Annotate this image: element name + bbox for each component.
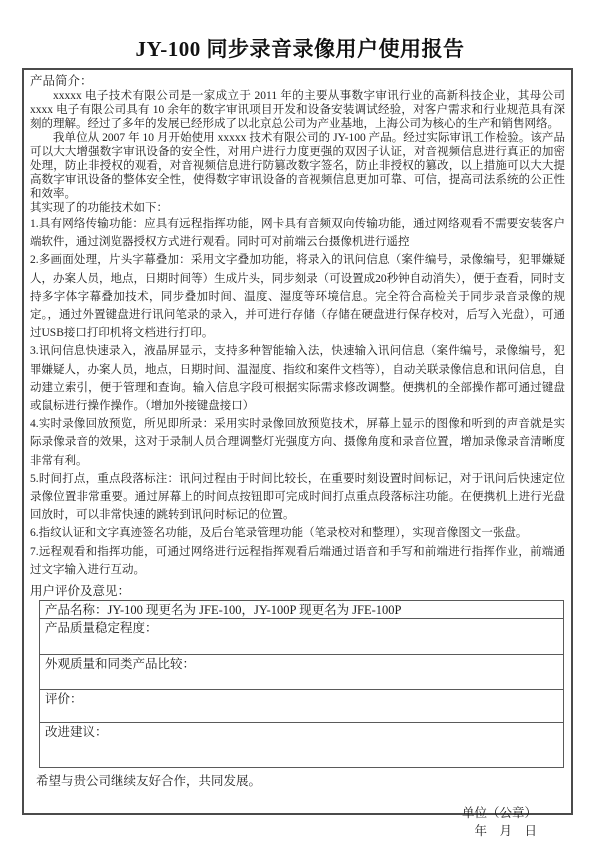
- feature-item-preview: 4.实时录像回放预览，所见即所录：采用实时录像回放预览技术，屏幕上显示的图像和听到的声音就是实际录像录音的效果，这对于录制人员合理调整灯光强度方向、摄像角度和录音位置，增加录像录音清晰度非常有利。: [30, 418, 565, 467]
- table-row-quality-stability: [40, 619, 563, 655]
- feature-item-input: 3.讯问信息快速录入，液晶屏显示，支持多种智能输入法，快速输入讯问信息（案件编号，录像编号，犯罪嫌疑人，办案人员，地点，日期时间、温湿度、指纹和案件文档等），自动关联录像信息和讯问信息，自动建立索引，便于管理和查询。输入信息字段可根据实际需求修改调整。便携机的全部操作都可通过键盘或鼠标进行操作操作。（增加外接键盘接口）: [30, 345, 565, 413]
- intro-paragraph-usage: 我单位从 2007 年 10 月开始使用 xxxxx 技术有限公司的 JY-100 产品。经过实际审讯工作检验。该产品可以大大增强数字审讯设备的安全性，对用户进行力度更强的双因子认证，对音视频信息进行真正的加密处理，防止非授权的观看，对音视频信息进行防篡改数字签名，防止非授权的篡改，以上措施可以大大提高数字审讯设备的整体安全性，使得数字审讯设备的音视频信息更加可靠、可信，提高司法系统的公正性和效率。: [30, 132, 565, 200]
- closing-line: 希望与贵公司继续友好合作，共同发展。: [36, 774, 262, 789]
- page-title: JY-100 同步录音录像用户使用报告: [135, 37, 465, 61]
- feature-list: [30, 215, 565, 579]
- evaluation-heading: 用户评价及意见：: [30, 584, 131, 599]
- features-heading: 其实现了的功能技术如下：: [30, 202, 168, 214]
- intro-heading: 产品简介：: [30, 74, 93, 88]
- feature-item-timemark: 5.时间打点，重点段落标注：讯问过程由于时间比较长，在重要时刻设置时间标记，对于讯问后快速定位录像位置非常重要。通过屏幕上的时间点按钮即可完成时间打点重点段落标注功能。在便携机上进行光盘回放时，可以非常快速的跳转到讯问时标记的位置。: [30, 472, 565, 522]
- feature-item-overlay: 2.多画面处理，片头字幕叠加：采用文字叠加功能，将录入的讯问信息（案件编号，录像编号，犯罪嫌疑人，办案人员，地点，日期时间等）生成片头，同步刻录（可设置成20秒钟自动消失），便于查看，同时支持多字体字幕叠加技术，同步叠加时间、温度、湿度等环境信息。完全符合高检关于同步录音录像的规定。，通过外置键盘进行讯问笔录的录入，并可进行存储（存储在硬盘进行保存校对，后写入光盘），可通过USB接口打印机将文档进行打印。: [30, 254, 565, 340]
- feature-item-fingerprint: 6.指纹认证和文字真迹签名功能，及后台笔录管理功能（笔录校对和整理），实现音像图文一张盘。: [30, 527, 528, 540]
- feature-item-network: 1.具有网络传输功能：应具有远程指挥功能，网卡具有音频双向传输功能，通过网络观看不需要安装客户端软件，通过浏览器授权方式进行观看。同时可对前端云台摄像机进行遥控: [30, 218, 565, 249]
- signature-block: [30, 804, 565, 840]
- row-label-improvement-advice: 改进建议：: [45, 725, 108, 740]
- report-border-box: [22, 68, 573, 839]
- intro-paragraph-company: xxxxx 电子技术有限公司是一家成立于 2011 年的主要从事数字审讯行业的高新科技企业，其母公司 xxxx 电子有限公司具有 10 余年的数字审讯项目开发和设备安装调试经验，对客户需求和行业规范具有深刻的理解。经过了多年的发展已经形成了以北京总公司为产业基地，上海公司为核心的生产和销售网络。: [30, 90, 565, 130]
- table-row-rating: [40, 690, 563, 723]
- signature-unit-seal: 单位（公章）: [461, 806, 537, 821]
- feature-item-remote: 7.远程观看和指挥功能，可通过网络进行远程指挥观看后端通过语音和手写和前端进行指挥作业，前端通过文字输入进行互动。: [30, 545, 565, 576]
- row-label-rating: 评价：: [45, 692, 83, 707]
- signature-date: 年 月 日: [474, 824, 537, 839]
- table-row-improvement-advice: [40, 723, 563, 767]
- evaluation-table: [39, 600, 564, 768]
- table-row-appearance-compare: [40, 655, 563, 690]
- row-label-quality-stability: 产品质量稳定程度：: [45, 621, 158, 636]
- table-row-product-name: [40, 601, 563, 619]
- row-label-appearance-compare: 外观质量和同类产品比较：: [45, 657, 196, 672]
- row-label-product-name: 产品名称：JY-100 现更名为 JFE-100，JY-100P 现更名为 JFE-100P: [45, 603, 402, 618]
